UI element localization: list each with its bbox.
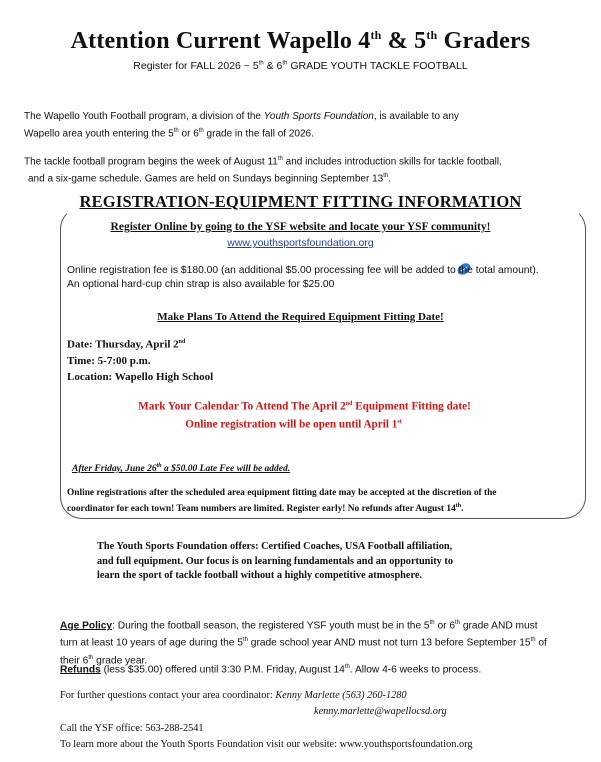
registration-heading: REGISTRATION-EQUIPMENT FITTING INFORMATION	[79, 192, 522, 211]
late-fee-notice: After Friday, June 26th a $50.00 Late Fee will be added.	[72, 463, 291, 475]
fitting-location: Location: Wapello High School	[67, 370, 214, 383]
coordinator-email[interactable]: kenny.marlette@wapellocsd.org	[314, 706, 447, 717]
age-policy: Age Policy: During the football season, the registered YSF youth must be in the 5th or 6th grade AND must turn at least 10 years of age during the 5th grade school year AND must not turn 13 before September 15th of their 6th grade year.	[60, 620, 547, 667]
ysf-offers: The Youth Sports Foundation offers: Certified Coaches, USA Football affiliation, and full equipment. Our focus is on learning fundamentals and an opportunity to learn the sport of tackle football without a highly competitive atmosphere.	[97, 541, 453, 581]
ysf-office-phone: Call the YSF office: 563-288-2541	[60, 723, 204, 734]
intro-paragraph-2: The tackle football program begins the week of August 11th and includes introduction skills for tackle football, and a six-game schedule. Games are held on Sundays beginning September 13th.	[24, 156, 502, 185]
learn-more: To learn more about the Youth Sports Foundation visit our website: www.youthsportsfoundation.org	[60, 739, 473, 750]
page-subtitle: Register for FALL 2026 ~ 5th & 6th GRADE YOUTH TACKLE FOOTBALL	[133, 60, 468, 72]
intro-paragraph-1: The Wapello Youth Football program, a division of the Youth Sports Foundation, is available to any Wapello area youth entering the 5th or 6th grade in the fall of 2026.	[24, 111, 459, 140]
page-title: Attention Current Wapello 4th & 5th Graders	[70, 28, 531, 54]
register-online-heading: Register Online by going to the YSF website and locate your YSF community!	[110, 221, 491, 233]
coordinator-contact: For further questions contact your area coordinator: Kenny Marlette (563) 260-1280	[60, 690, 407, 701]
fitting-time: Time: 5-7:00 p.m.	[67, 354, 151, 367]
fitting-date: Date: Thursday, April 2nd	[67, 338, 186, 351]
fee-info: Online registration fee is $180.00 (an additional $5.00 processing fee will be added to the total amount). An optional hard-cup chin strap is also available for $25.00	[67, 265, 539, 290]
plans-heading: Make Plans To Attend the Required Equipment Fitting Date!	[157, 311, 444, 323]
coordinator-name-phone: Kenny Marlette (563) 260-1280	[275, 690, 407, 701]
calendar-reminder: Mark Your Calendar To Attend The April 2nd Equipment Fitting date! Online registration will be open until April 1st	[138, 400, 471, 431]
fitting-details	[67, 334, 213, 385]
refunds-policy: Refunds (less $35.00) offered until 3:30 P.M. Friday, August 14th. Allow 4-6 weeks to process.	[60, 664, 482, 676]
discretion-notice: Online registrations after the scheduled area equipment fitting date may be accepted at the discretion of the coordinator for each town! Team numbers are limited. Register early! No refunds after August 14th.	[67, 488, 497, 515]
ysf-website-link[interactable]: www.youthsportsfoundation.org	[227, 237, 374, 249]
